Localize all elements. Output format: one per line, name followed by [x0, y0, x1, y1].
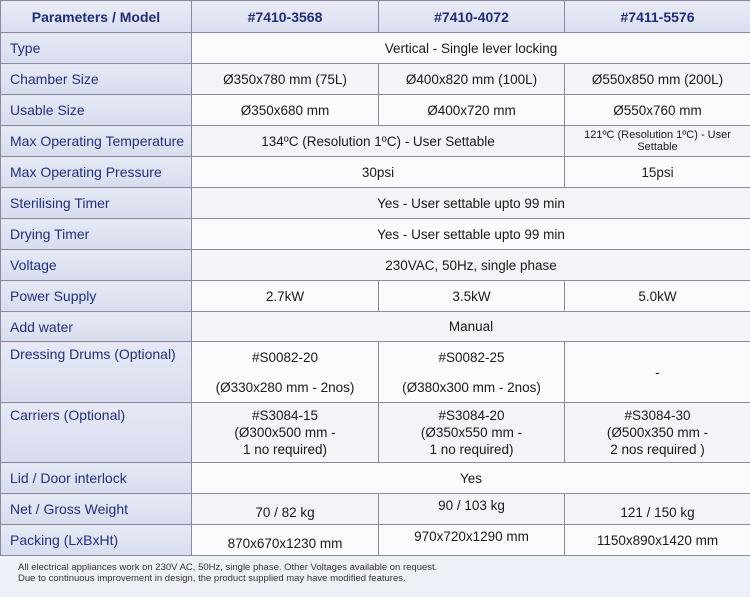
- carriers-2-line2: (Ø350x550 mm -: [420, 425, 523, 440]
- row-max-temperature: [1, 126, 750, 157]
- carriers-3-line2: (Ø500x350 mm -: [606, 425, 709, 440]
- label-sterilising-timer: Sterilising Timer: [1, 188, 192, 219]
- value-packing-2: 970x720x1290 mm: [379, 525, 565, 556]
- label-max-temperature: Max Operating Temperature: [1, 126, 192, 157]
- header-parameters: Parameters / Model: [1, 1, 192, 33]
- value-chamber-3: Ø550x850 mm (200L): [565, 64, 750, 95]
- value-weight-2: 90 / 103 kg: [379, 494, 565, 525]
- carriers-1-line1: #S3084-15: [251, 408, 319, 423]
- row-carriers: [1, 403, 750, 463]
- value-packing-1: 870x670x1230 mm: [192, 525, 379, 556]
- row-packing: [1, 525, 750, 556]
- label-chamber-size: Chamber Size: [1, 64, 192, 95]
- value-carriers-3: [565, 403, 750, 463]
- value-temperature-12: 134ºC (Resolution 1ºC) - User Settable: [192, 126, 565, 157]
- row-sterilising-timer: [1, 188, 750, 219]
- footnote-line-2: Due to continuous improvement in design, the product supplied may have modified features.: [18, 573, 406, 584]
- label-dressing-drums: Dressing Drums (Optional): [1, 342, 192, 403]
- value-weight-1: 70 / 82 kg: [192, 494, 379, 525]
- row-max-pressure: [1, 157, 750, 188]
- label-add-water: Add water: [1, 312, 192, 342]
- value-sterilising-timer: Yes - User settable upto 99 min: [192, 188, 750, 219]
- value-voltage: 230VAC, 50Hz, single phase: [192, 250, 750, 281]
- label-carriers: Carriers (Optional): [1, 403, 192, 463]
- drums-1-code: #S0082-20: [251, 349, 319, 365]
- carriers-1-line3: 1 no required): [242, 442, 328, 457]
- value-temperature-3: 121ºC (Resolution 1ºC) - User Settable: [565, 126, 750, 157]
- value-chamber-1: Ø350x780 mm (75L): [192, 64, 379, 95]
- value-power-3: 5.0kW: [565, 281, 750, 312]
- value-power-1: 2.7kW: [192, 281, 379, 312]
- value-carriers-1: [192, 403, 379, 463]
- carriers-3-line1: #S3084-30: [624, 408, 691, 423]
- label-lid-interlock: Lid / Door interlock: [1, 463, 192, 494]
- row-dressing-drums: [1, 342, 750, 403]
- header-row: [1, 1, 750, 33]
- row-usable-size: [1, 95, 750, 126]
- value-type: Vertical - Single lever locking: [192, 33, 750, 64]
- footnote: [18, 562, 437, 584]
- label-drying-timer: Drying Timer: [1, 219, 192, 250]
- value-drums-3: -: [565, 342, 750, 403]
- value-add-water: Manual: [192, 312, 750, 342]
- carriers-2-line3: 1 no required): [429, 442, 514, 457]
- row-voltage: [1, 250, 750, 281]
- label-type: Type: [1, 33, 192, 64]
- value-packing-3: 1150x890x1420 mm: [565, 525, 750, 556]
- footnote-line-1: All electrical appliances work on 230V AC, 50Hz, single phase. Other Voltages available on request.: [18, 562, 438, 573]
- label-voltage: Voltage: [1, 250, 192, 281]
- label-packing: Packing (LxBxHt): [1, 525, 192, 556]
- value-weight-3: 121 / 150 kg: [565, 494, 750, 525]
- row-type: [1, 33, 750, 64]
- value-pressure-12: 30psi: [192, 157, 565, 188]
- drums-2-code: #S0082-25: [438, 349, 505, 365]
- row-weight: [1, 494, 750, 525]
- value-chamber-2: Ø400x820 mm (100L): [379, 64, 565, 95]
- drums-2-size: (Ø380x300 mm - 2nos): [402, 379, 541, 395]
- label-power-supply: Power Supply: [1, 281, 192, 312]
- carriers-3-line3: 2 nos required ): [610, 442, 705, 457]
- carriers-1-line2: (Ø300x500 mm -: [234, 425, 336, 440]
- value-drums-1: [192, 342, 379, 403]
- label-weight: Net / Gross Weight: [1, 494, 192, 525]
- drums-1-size: (Ø330x280 mm - 2nos): [215, 379, 355, 395]
- value-usable-1: Ø350x680 mm: [192, 95, 379, 126]
- value-usable-3: Ø550x760 mm: [565, 95, 750, 126]
- carriers-2-line1: #S3084-20: [438, 408, 505, 423]
- header-model-3: #7411-5576: [565, 1, 750, 33]
- value-lid-interlock: Yes: [192, 463, 750, 494]
- label-max-pressure: Max Operating Pressure: [1, 157, 192, 188]
- value-drying-timer: Yes - User settable upto 99 min: [192, 219, 750, 250]
- label-usable-size: Usable Size: [1, 95, 192, 126]
- value-usable-2: Ø400x720 mm: [379, 95, 565, 126]
- row-drying-timer: [1, 219, 750, 250]
- row-add-water: [1, 312, 750, 342]
- row-chamber-size: [1, 64, 750, 95]
- row-power-supply: [1, 281, 750, 312]
- header-model-1: #7410-3568: [192, 1, 379, 33]
- row-lid-interlock: [1, 463, 750, 494]
- value-drums-2: [379, 342, 565, 403]
- value-power-2: 3.5kW: [379, 281, 565, 312]
- value-pressure-3: 15psi: [565, 157, 750, 188]
- value-carriers-2: [379, 403, 565, 463]
- header-model-2: #7410-4072: [379, 1, 565, 33]
